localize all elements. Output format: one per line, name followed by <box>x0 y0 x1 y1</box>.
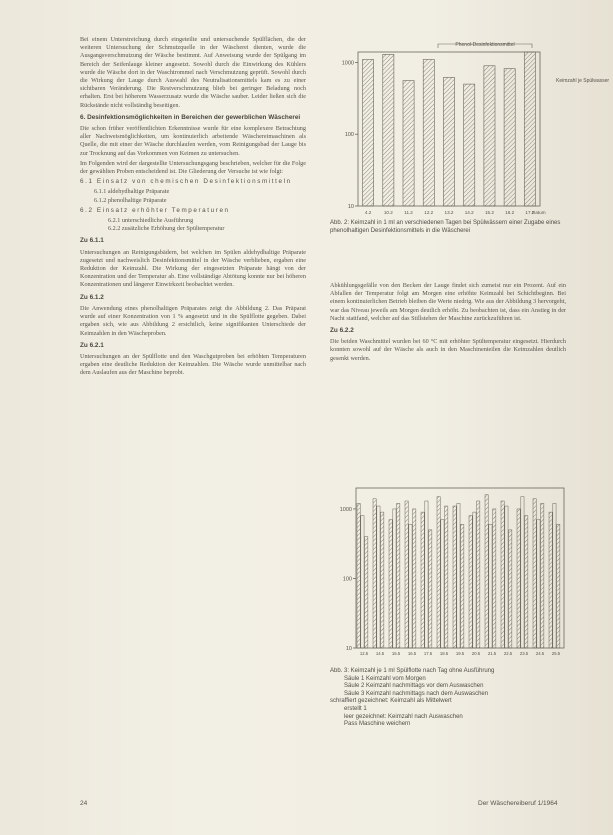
subsection-heading: Zu 6.2.2 <box>330 327 354 335</box>
bar <box>524 52 535 206</box>
bar <box>501 501 504 648</box>
x-tick-label: 19.5 <box>455 651 465 656</box>
x-tick-label: 16.5 <box>407 651 417 656</box>
subsection-heading: Zu 6.1.2 <box>80 293 104 301</box>
bar <box>381 512 384 648</box>
bar <box>425 501 428 648</box>
bar <box>421 512 424 648</box>
x-tick-label: 4.2 <box>364 210 372 215</box>
outline-item: 6.1.2 phenolhaltige Präparate <box>94 196 167 204</box>
section-heading: 6. Desinfektionsmöglichkeiten in Bereichen der gewerblichen Wäscherei <box>80 113 301 121</box>
x-axis-label: Datum <box>532 210 546 215</box>
bar <box>405 501 408 648</box>
outline-item: 6.2.2 zusätzliche Erhöhung der Spültemperatur <box>108 225 225 233</box>
caption-line: Säule 1 Keimzahl vom Morgen <box>344 675 426 682</box>
bar <box>409 524 412 648</box>
side-label: Keimzahl je Spülwasser <box>556 78 610 84</box>
bar <box>541 503 544 648</box>
outline-item: 6.2 Einsatz erhöhter Temperaturen <box>80 206 230 214</box>
bar <box>461 524 464 648</box>
y-tick-label: 100 <box>342 576 352 583</box>
bar <box>525 516 528 648</box>
body-paragraph: Die schon früher veröffentlichten Erkenntnisse wurde für eine komplexere Betrachtung aller Nachweismöglichkeiten, um kontinuierlich arbeitende Wäschereimaschinen als Quelle, die mit einer der Wäsche durchlaufen werden, vom Reinigungsbad der Lauge bis zur Trocknung auf das Vorkommen von Keimen zu untersuchen. <box>80 125 306 157</box>
outline-item: 6.2.1 unterschiedliche Ausführung <box>108 217 194 225</box>
caption-line: Abb. 3: Keimzahl je 1 ml Spülflotte nach Tag ohne Ausführung <box>330 668 495 674</box>
x-tick-label: 16.2 <box>505 210 515 215</box>
bar <box>553 503 556 648</box>
intro-paragraph: Bei einem Unterstreichung durch eingeteilte und untersuchende Spülflächen, die der weiteren Untersuchung der Schmutzquelle in der Wäscherei dienten, wurde die Ausgangsverschmutzung der Wäsche bestimmt. Auf Anweisung wurde der Spülgang im Bereich der Seifenlauge kleiner angesetzt. Sowohl durch die Einwirkung des Kühlers wurde die Wäsche dort in der Waschtrommel nach Verschmutzung geprüft. Sowohl durch die Wirkung der Lauge durch Auswahl des Neutralisationsmittels kam es zu einer sichtbaren Veränderung. Die Restverschmutzung blieb bei geringer Beladung noch erhalten. Erst bei höherem Wasserzusatz wurde die Wäsche sauber. Leider ließen sich die Rückstände nicht vollständig beseitigen. <box>80 36 306 109</box>
bar <box>423 60 434 206</box>
y-tick-label: 1000 <box>339 506 352 513</box>
x-tick-label: 17.5 <box>423 651 433 656</box>
y-tick-label: 100 <box>344 132 354 139</box>
x-tick-label: 22.5 <box>503 651 513 656</box>
x-tick-label: 21.5 <box>487 651 497 656</box>
caption-line: erstellt 1 <box>344 705 367 712</box>
outline-list <box>80 178 306 233</box>
bar <box>365 537 368 648</box>
bar <box>557 524 560 648</box>
x-tick-label: 24.5 <box>535 651 545 656</box>
x-tick-label: 18.5 <box>439 651 449 656</box>
outline-item: 6.1.1 aldehydhaltige Präparate <box>94 188 170 196</box>
subsection-heading: Zu 6.2.1 <box>80 341 104 349</box>
bar <box>489 524 492 648</box>
caption-line: schraffiert gezeichnet: Keimzahl als Mittelwert <box>330 698 452 705</box>
bar <box>473 512 476 648</box>
bar <box>357 503 360 648</box>
bar <box>477 501 480 648</box>
bar <box>484 66 495 206</box>
left-column <box>80 36 306 380</box>
x-tick-label: 11.2 <box>404 210 413 215</box>
x-tick-label: 15.2 <box>484 210 494 215</box>
x-tick-label: 23.5 <box>519 651 529 656</box>
bar <box>549 512 552 648</box>
bar <box>509 530 512 648</box>
body-paragraph: Die beiden Waschmittel wurden bei 60 °C mit erhöhter Spültemperatur eingesetzt. Hierdurch konnten sowohl auf der Wäsche als auch in den Maschinenteilen die Keimzahlen deutlich gesenkt werden. <box>330 338 566 362</box>
bar <box>505 506 508 648</box>
right-column <box>330 282 566 365</box>
subsection-heading: Zu 6.1.1 <box>80 237 104 245</box>
x-tick-label: 25.5 <box>551 651 561 656</box>
body-paragraph: Abkühlungsgefälle von den Becken der Lauge findet sich zumeist nur ein Prozent. Auf ein Abfallen der Temperatur folgt am Morgen eine erhöhte Keimzahl bei Schichtbeginn. Bei einem kontinuierlichen Betrieb bleiben die Werte niedrig. Wie aus der Abbildung 3 hervorgeht, war das Niveau jeweils am Morgen deutlich erhöht. Zu beobachten ist, dass ein Anstieg in der Nacht stattfand, welcher auf das Stillstehen der Maschine zurückzuführen ist. <box>330 282 566 322</box>
x-tick-label: 14.2 <box>464 210 474 215</box>
bar <box>403 81 414 206</box>
bar <box>389 520 392 648</box>
body-paragraph: Die Anwendung eines phenolhaltigen Präparates zeigt die Abbildung 2. Das Präparat wurde auf einer Konzentration von 1 % angesetzt und in die Spülflotte gegeben. Dabei ergaben sich, wie aus Abbildung 2 ersichtlich, keine signifikanten Unterschiede der Keimzahlen in den Wäscheproben. <box>80 304 306 337</box>
bar <box>453 506 456 648</box>
bar <box>443 77 454 206</box>
x-tick-label: 13.2 <box>444 210 454 215</box>
x-tick-label: 14.5 <box>375 651 385 656</box>
bar <box>445 506 448 648</box>
outline-item: 6.1 Einsatz von chemischen Desinfektionsmitteln <box>80 178 292 186</box>
bar <box>361 516 364 648</box>
bar <box>504 69 515 206</box>
x-tick-label: 12.2 <box>424 210 434 215</box>
bar <box>377 506 380 648</box>
bar <box>441 520 444 648</box>
y-tick-label: 10 <box>347 204 354 210</box>
figure-3-bar-chart <box>330 478 590 666</box>
caption-line: Säule 2 Keimzahl nachmittags vor dem Auswaschen <box>344 683 484 690</box>
figure-2-caption: Abb. 2: Keimzahl in 1 ml an verschiedenen Tagen bei Spülwässern einer Zugabe eines phenolhaltigen Desinfektionsmittels in die Wäscherei <box>330 220 561 234</box>
x-tick-label: 17.2 <box>525 210 535 215</box>
body-paragraph: Untersuchungen an Reinigungsbädern, bei welchen im Spülen aldehydhaltige Präparate zugesetzt und nachweislich Desinfektionsmittel in der Wäsche verblieben, ergaben eine Reduktion der Keimzahl. Die Wirkung der eingesetzten Präparate hängt von der Konzentration und der Temperatur ab. Eine vollständige Abtötung konnte nur bei höheren Konzentrationen und längerer Einwirkzeit beobachtet werden. <box>80 248 306 289</box>
caption-line: Säule 3 Keimzahl nachmittags nach dem Auswaschen <box>344 690 489 697</box>
bar <box>464 84 475 206</box>
body-paragraph: Untersuchungen an der Spülflotte und den Waschgutproben bei erhöhten Temperaturen ergaben eine deutliche Reduktion der Keimzahlen. Die Wäsche wurde unmittelbar nach dem Auslaufen aus der Maschine beprobt. <box>80 352 306 377</box>
bar <box>469 516 472 648</box>
bar <box>437 497 440 648</box>
journal-footer: Der Wäschereiberuf 1/1964 <box>478 800 558 807</box>
bar <box>429 530 432 648</box>
y-tick-label: 1000 <box>341 60 354 67</box>
x-tick-label: 10.2 <box>383 210 393 215</box>
caption-line: Pass Maschine weichern <box>344 721 411 728</box>
bar <box>517 509 520 648</box>
body-paragraph: Im Folgenden wird der dargestellte Untersuchungsgang beschrieben, welcher für die Folge der gewählten Proben entscheidend ist. Die Gliederung der Versuche ist wie folgt: <box>80 159 306 176</box>
x-tick-label: 15.5 <box>391 651 401 656</box>
bar <box>457 503 460 648</box>
bar <box>373 499 376 648</box>
x-tick-label: 20.5 <box>471 651 481 656</box>
bar <box>383 54 394 206</box>
bar <box>413 509 416 648</box>
page-number: 24 <box>80 800 88 807</box>
bar <box>485 495 488 648</box>
caption-line: leer gezeichnet: Keimzahl nach Auswaschen <box>344 713 463 720</box>
bar <box>521 497 524 648</box>
bar <box>537 520 540 648</box>
bar <box>533 499 536 648</box>
x-tick-label: 12.5 <box>359 651 369 656</box>
bar <box>393 509 396 648</box>
figure-2-bar-chart <box>330 38 610 218</box>
bar <box>363 60 374 206</box>
legend-label: Phenol-Desinfektionsmittel <box>455 42 515 48</box>
figure-3-caption <box>330 668 566 729</box>
y-tick-label: 10 <box>345 646 352 652</box>
bar <box>397 503 400 648</box>
bar <box>493 509 496 648</box>
